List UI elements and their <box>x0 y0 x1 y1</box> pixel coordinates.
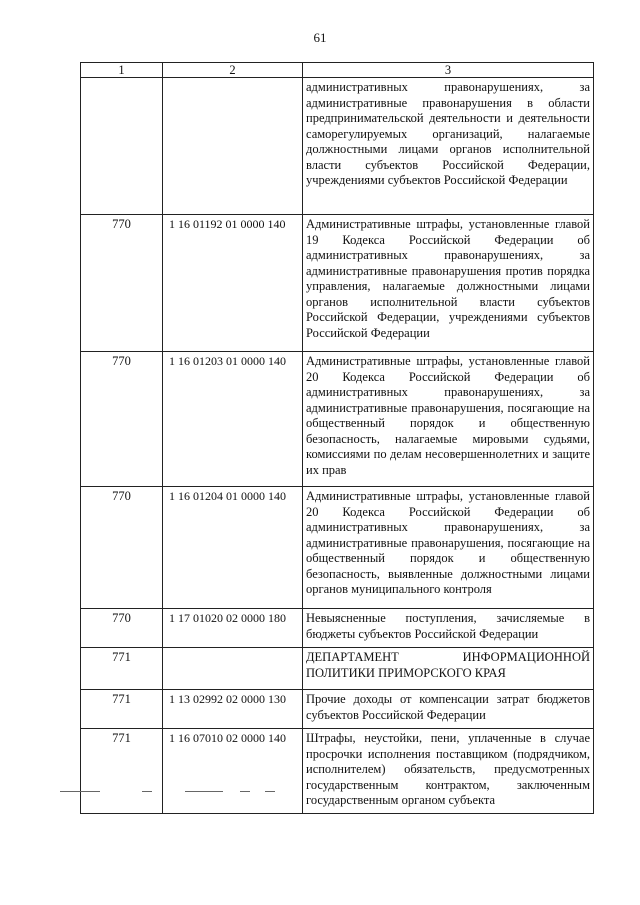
description-cell: административных правонарушениях, за административные правонарушения в области предпринимательской деятельности и деятельности саморегулируемых организаций, налагаемые должностными лицами органов исполнительной власти субъектов Российской Федерации, учреждениями субъектов Российской Федерации <box>303 78 594 215</box>
table-row <box>81 648 594 690</box>
description-cell: Административные штрафы, установленные главой 20 Кодекса Российской Федерации об административных правонарушениях, за административные правонарушения, посягающие на общественный порядок и общественную безопасность, выявленные должностными лицами органов муниципального контроля <box>303 487 594 609</box>
header-col-1: 1 <box>81 63 163 78</box>
admin-code-cell <box>81 78 163 215</box>
page-number: 61 <box>313 30 327 45</box>
description-cell: Невыясненные поступления, зачисляемые в бюджеты субъектов Российской Федерации <box>303 609 594 648</box>
revenue-code-cell <box>163 648 303 690</box>
department-heading-cell: ДЕПАРТАМЕНТ ИНФОРМАЦИОННОЙ ПОЛИТИКИ ПРИМОРСКОГО КРАЯ <box>303 648 594 690</box>
scan-artifact <box>240 791 250 792</box>
admin-code-cell: 771 <box>81 648 163 690</box>
revenue-code-cell: 1 16 01204 01 0000 140 <box>163 487 303 609</box>
description-cell: Административные штрафы, установленные главой 19 Кодекса Российской Федерации об административных правонарушениях, за административные правонарушения против порядка управления, налагаемые должностными лицами органов исполнительной власти субъектов Российской Федерации, учреждениями субъектов Российской Федерации <box>303 215 594 352</box>
table-row <box>81 729 594 814</box>
scan-artifact <box>142 791 152 792</box>
description-cell: Прочие доходы от компенсации затрат бюджетов субъектов Российской Федерации <box>303 690 594 729</box>
table-row <box>81 352 594 487</box>
scan-artifact <box>265 791 275 792</box>
scan-artifact <box>60 791 100 792</box>
revenue-code-cell: 1 16 07010 02 0000 140 <box>163 729 303 814</box>
revenue-code-cell <box>163 78 303 215</box>
admin-code-cell: 770 <box>81 352 163 487</box>
revenue-code-cell: 1 13 02992 02 0000 130 <box>163 690 303 729</box>
admin-code-cell: 771 <box>81 690 163 729</box>
admin-code-cell: 770 <box>81 487 163 609</box>
header-col-3: 3 <box>303 63 594 78</box>
description-cell: Штрафы, неустойки, пени, уплаченные в случае просрочки исполнения поставщиком (подрядчиком, исполнителем) обязательств, предусмотренных государственным контрактом, заключенным государственным органом субъекта <box>303 729 594 814</box>
description-cell: Административные штрафы, установленные главой 20 Кодекса Российской Федерации об административных правонарушениях, за административные правонарушения, посягающие на общественный порядок и общественную безопасность, налагаемые мировыми судьями, комиссиями по делам несовершеннолетних и защите их прав <box>303 352 594 487</box>
revenue-codes-table <box>80 62 594 814</box>
header-col-2: 2 <box>163 63 303 78</box>
admin-code-cell: 770 <box>81 609 163 648</box>
table-header-row <box>81 63 594 78</box>
admin-code-cell: 770 <box>81 215 163 352</box>
admin-code-cell: 771 <box>81 729 163 814</box>
table-row <box>81 690 594 729</box>
revenue-code-cell: 1 17 01020 02 0000 180 <box>163 609 303 648</box>
table-row <box>81 78 594 215</box>
scan-artifact <box>185 791 223 792</box>
table-row <box>81 487 594 609</box>
revenue-code-cell: 1 16 01192 01 0000 140 <box>163 215 303 352</box>
revenue-code-cell: 1 16 01203 01 0000 140 <box>163 352 303 487</box>
table-row <box>81 215 594 352</box>
table-row <box>81 609 594 648</box>
